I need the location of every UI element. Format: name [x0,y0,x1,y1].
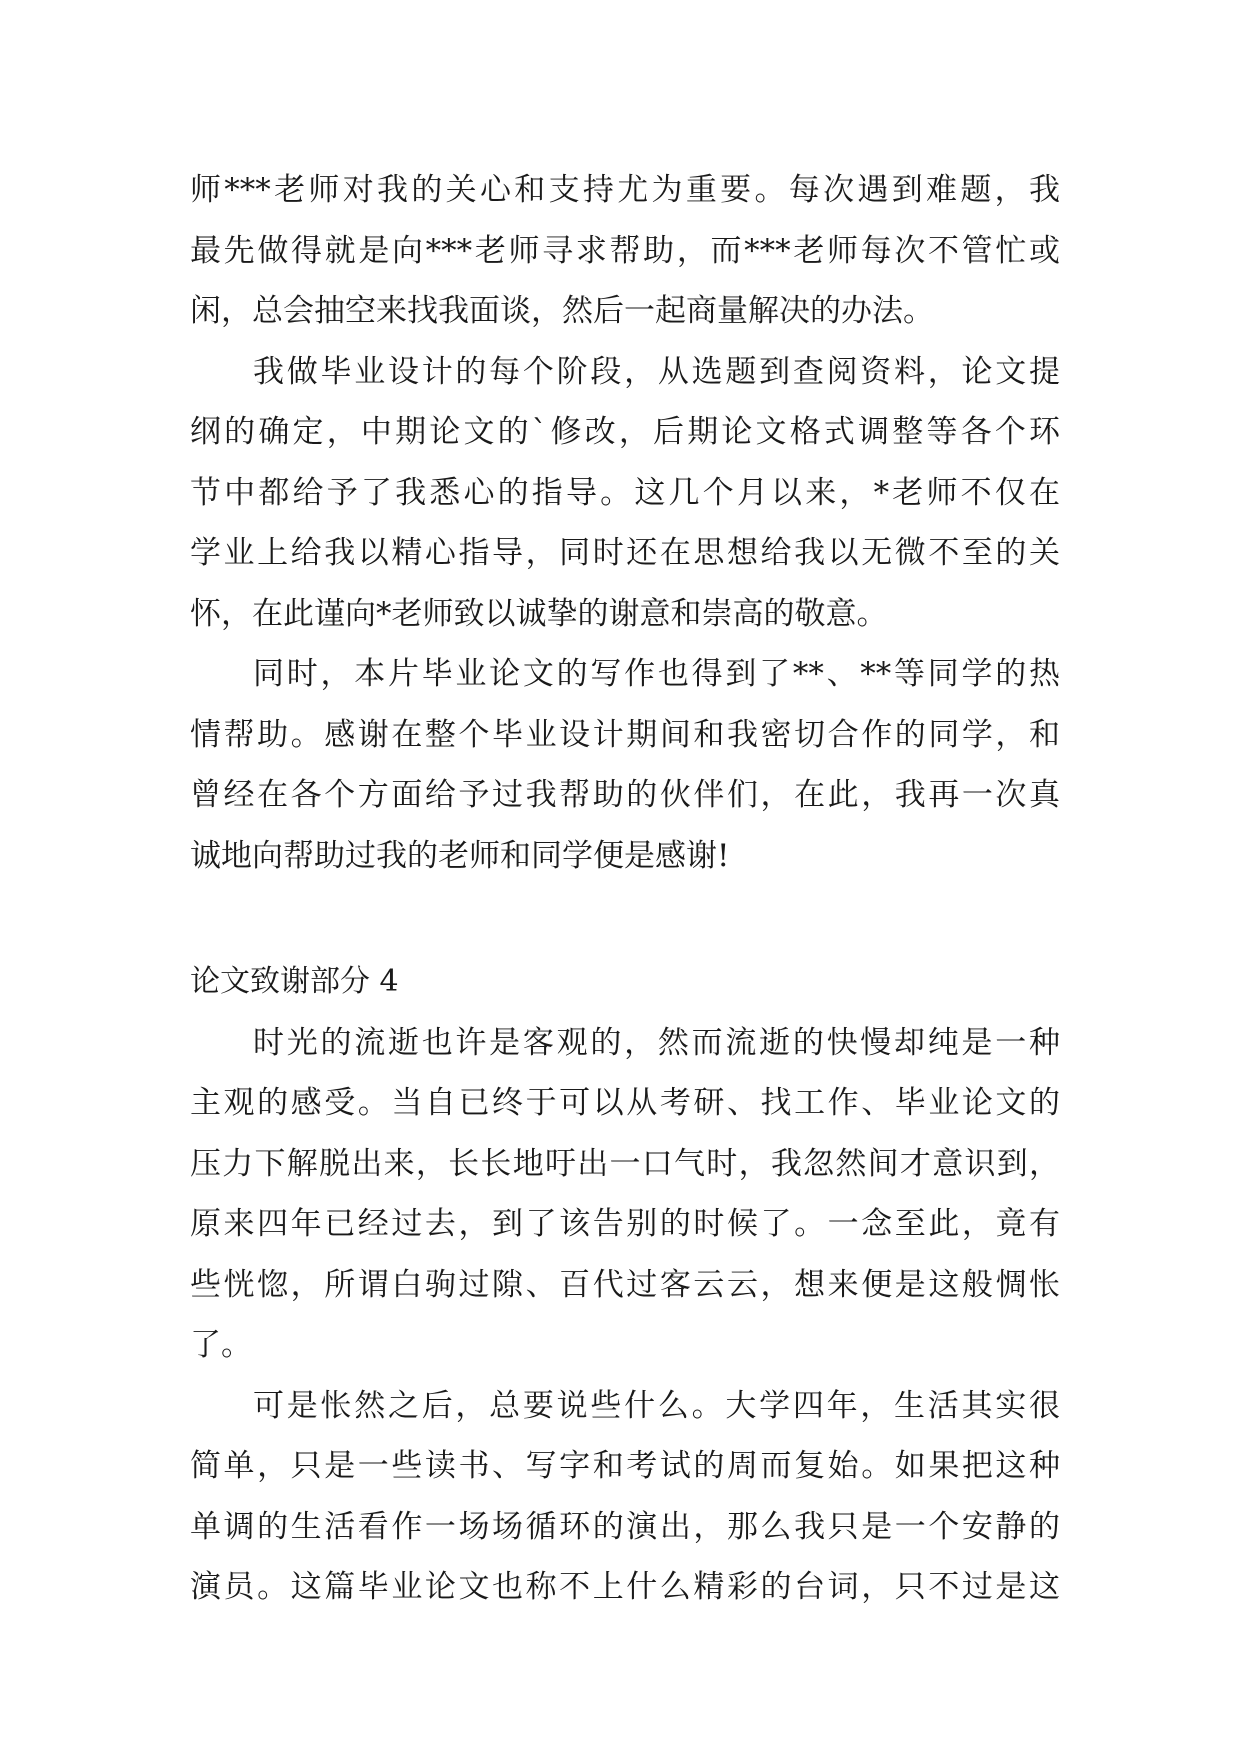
text-line: 师***老师对我的关心和支持尤为重要。每次遇到难题，我 [190,172,1060,208]
text-line: 单调的生活看作一场场循环的演出，那么我只是一个安静的 [190,1508,1060,1545]
paragraph [190,644,1060,886]
text-line: 压力下解脱出来，长长地吁出一口气时，我忽然间才意识到， [190,1145,1060,1182]
section-gap [190,886,1060,952]
text-line: 怀，在此谨向*老师致以诚挚的谢意和崇高的敬意。 [190,595,888,632]
text-line: 原来四年已经过去，到了该告别的时候了。一念至此，竟有 [190,1206,1060,1242]
text-line: 闲，总会抽空来找我面谈，然后一起商量解决的办法。 [190,293,934,329]
text-line: 主观的感受。当自已终于可以从考研、找工作、毕业论文的 [190,1085,1060,1121]
paragraph [190,1013,1060,1376]
section-title: 论文致谢部分 4 [190,964,399,999]
text-line: 演员。这篇毕业论文也称不上什么精彩的台词，只不过是这 [190,1569,1060,1605]
text-line: 曾经在各个方面给予过我帮助的伙伴们，在此，我再一次真 [190,777,1060,813]
text-line: 我做毕业设计的每个阶段，从选题到查阅资料，论文提 [253,353,1060,390]
text-line: 同时，本片毕业论文的写作也得到了**、**等同学的热 [253,656,1060,692]
text-line: 节中都给予了我悉心的指导。这几个月以来，*老师不仅在 [190,474,1060,511]
text-line: 情帮助。感谢在整个毕业设计期间和我密切合作的同学，和 [190,716,1060,753]
text-line: 最先做得就是向***老师寻求帮助，而***老师每次不管忙或 [190,232,1060,269]
text-line: 了。 [190,1327,252,1363]
text-line: 诚地向帮助过我的老师和同学便是感谢! [190,837,730,874]
paragraph [190,1376,1060,1618]
text-line: 简单，只是一些读书、写字和考试的周而复始。如果把这种 [190,1448,1060,1484]
text-line: 可是怅然之后，总要说些什么。大学四年，生活其实很 [253,1387,1060,1424]
text-line: 纲的确定，中期论文的`修改，后期论文格式调整等各个环 [190,414,1060,450]
text-line: 学业上给我以精心指导，同时还在思想给我以无微不至的关 [190,535,1060,571]
text-line: 时光的流逝也许是客观的，然而流逝的快慢却纯是一种 [253,1024,1060,1061]
document-page [190,160,1060,1618]
paragraph-continuation [190,160,1060,342]
paragraph [190,342,1060,645]
text-line: 些恍惚，所谓白驹过隙、百代过客云云，想来便是这般惆怅 [190,1266,1060,1303]
